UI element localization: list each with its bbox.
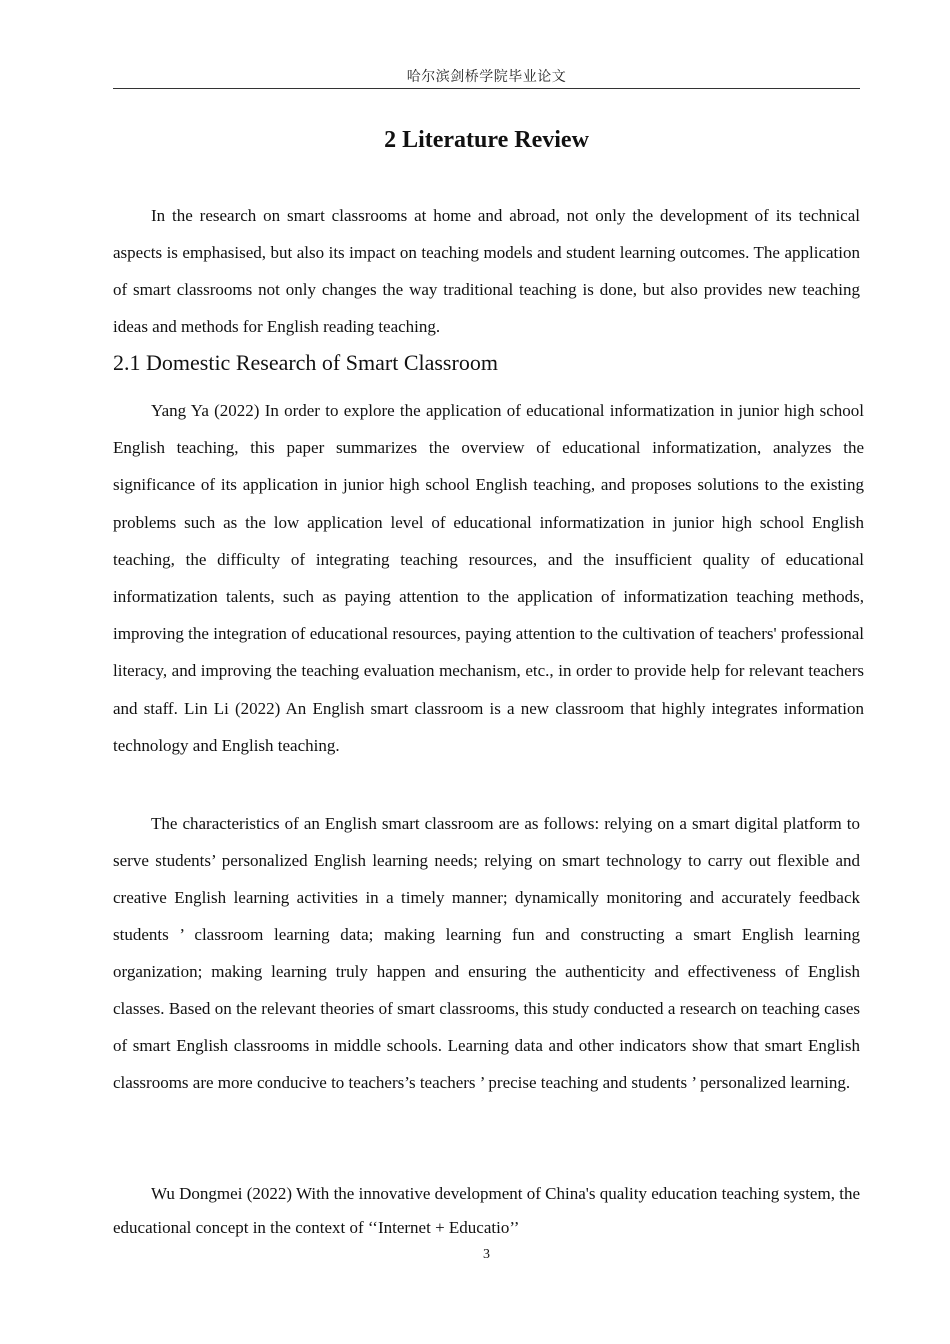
header-divider: [113, 88, 860, 89]
wu-dongmei-paragraph: Wu Dongmei (2022) With the innovative development of China's quality education teaching system, the educational concept in the context of ‘‘Internet + Educatio’’: [113, 1184, 860, 1237]
chapter-title: 2 Literature Review: [384, 127, 589, 153]
intro-paragraph: In the research on smart classrooms at home and abroad, not only the development of its technical aspects is emphasised, but also its impact on teaching models and student learning outcomes. The application of smart classrooms not only changes the way traditional teaching is done, but also provides new teaching ideas and methods for English reading teaching.: [113, 206, 860, 336]
characteristics-paragraph: The characteristics of an English smart classroom are as follows: relying on a smart digital platform to serve students’ personalized English learning needs; relying on smart technology to carry out flexible and creative English learning activities in a timely manner; dynamically monitoring and accurately feedback students ’ classroom learning data; making learning fun and constructing a smart English learning organization; making learning truly happen and ensuring the authenticity and effectiveness of English classes. Based on the relevant theories of smart classrooms, this study conducted a research on teaching cases of smart English classrooms in middle schools. Learning data and other indicators show that smart English classrooms are more conducive to teachers’s teachers ’ precise teaching and students ’ personalized learning.: [113, 814, 860, 1092]
section-title: 2.1 Domestic Research of Smart Classroom: [113, 350, 498, 375]
yang-ya-paragraph: Yang Ya (2022) In order to explore the application of educational informatization in junior high school English teaching, this paper summarizes the overview of educational informatization, analyzes the significance of its application in junior high school English teaching, and proposes solutions to the existing problems such as the low application level of educational informatization in junior high school English teaching, the difficulty of integrating teaching resources, and the insufficient quality of educational informatization talents, such as paying attention to the application of informatization teaching methods, improving the integration of educational resources, paying attention to the cultivation of teachers' professional literacy, and improving the teaching evaluation mechanism, etc., in order to provide help for relevant teachers and staff. Lin Li (2022) An English smart classroom is a new classroom that highly integrates information technology and English teaching.: [113, 401, 864, 755]
running-header: 哈尔滨剑桥学院毕业论文: [406, 69, 567, 85]
page-number: 3: [483, 1247, 490, 1262]
